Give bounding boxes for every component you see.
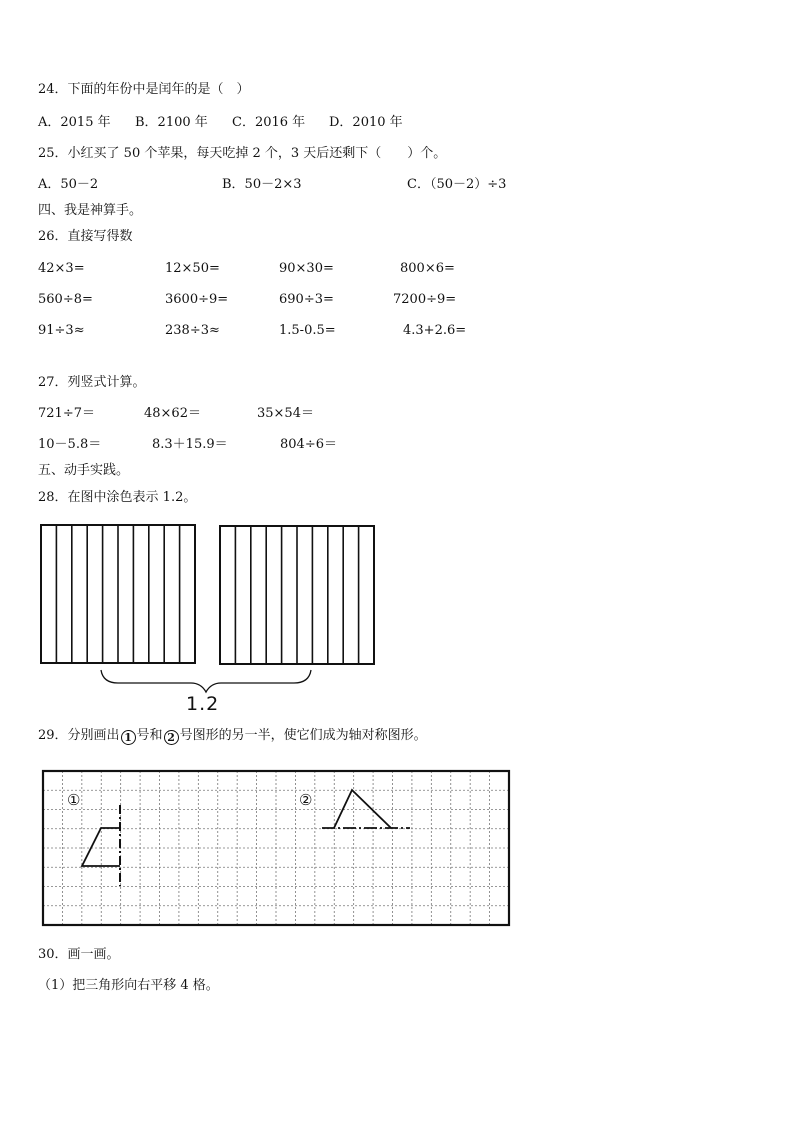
q26-item: 7200÷9= [393,292,457,307]
q29-stem-mid: 号和 [136,728,163,743]
section-4-heading: 四、我是神算手。 [38,203,143,218]
q24-option-c: C．2016 年 [232,115,306,130]
q27-item: 804÷6＝ [280,437,337,452]
q26-title: 26．直接写得数 [38,229,133,244]
q27-item: 8.3＋15.9＝ [152,437,228,452]
q29-stem-after: 号图形的另一半，使它们成为轴对称图形。 [179,728,427,743]
q28-brace-label: 1.2 [186,693,220,715]
q25-option-a: A．50－2 [38,177,99,192]
section-5-heading: 五、动手实践。 [38,463,130,478]
q26-item: 1.5-0.5= [279,323,336,338]
q27-item: 48×62＝ [144,406,201,421]
q27-item: 35×54＝ [257,406,314,421]
q29-num1: 1 [121,730,136,745]
q26-item: 4.3+2.6= [403,323,467,338]
q29-label-2: ② [299,791,313,809]
q24-option-d: D．2010 年 [329,115,403,130]
q29-stem-before: 29．分别画出 [38,728,120,743]
q26-item: 91÷3≈ [38,323,85,338]
q30-title: 30．画一画。 [38,947,120,962]
q24-option-b: B．2100 年 [135,115,208,130]
q25-stem: 25．小红买了 50 个苹果，每天吃掉 2 个，3 天后还剩下（ ）个。 [38,146,447,161]
q29-gridlines [43,771,509,925]
q26-item: 90×30= [279,261,334,276]
q26-item: 12×50= [165,261,220,276]
q29-label-1: ① [67,791,81,809]
q26-item: 42×3= [38,261,85,276]
q24-option-a: A．2015 年 [38,115,111,130]
q24-stem: 24．下面的年份中是闰年的是（ ） [38,82,250,97]
q30-sub1: （1）把三角形向右平移 4 格。 [38,978,219,993]
q26-item: 560÷8= [38,292,93,307]
q26-item: 800×6= [400,261,455,276]
q27-item: 10－5.8＝ [38,437,102,452]
q29-num2: 2 [164,730,179,745]
q29-shape-2 [334,790,391,828]
q27-title: 27．列竖式计算。 [38,375,146,390]
q26-item: 3600÷9= [165,292,229,307]
q27-item: 721÷7＝ [38,406,95,421]
q26-item: 238÷3≈ [165,323,220,338]
q25-option-c: C．（50－2）÷3 [407,177,507,192]
q26-item: 690÷3= [279,292,334,307]
q25-option-b: B．50－2×3 [222,177,302,192]
q28-title: 28．在图中涂色表示 1.2。 [38,490,197,505]
